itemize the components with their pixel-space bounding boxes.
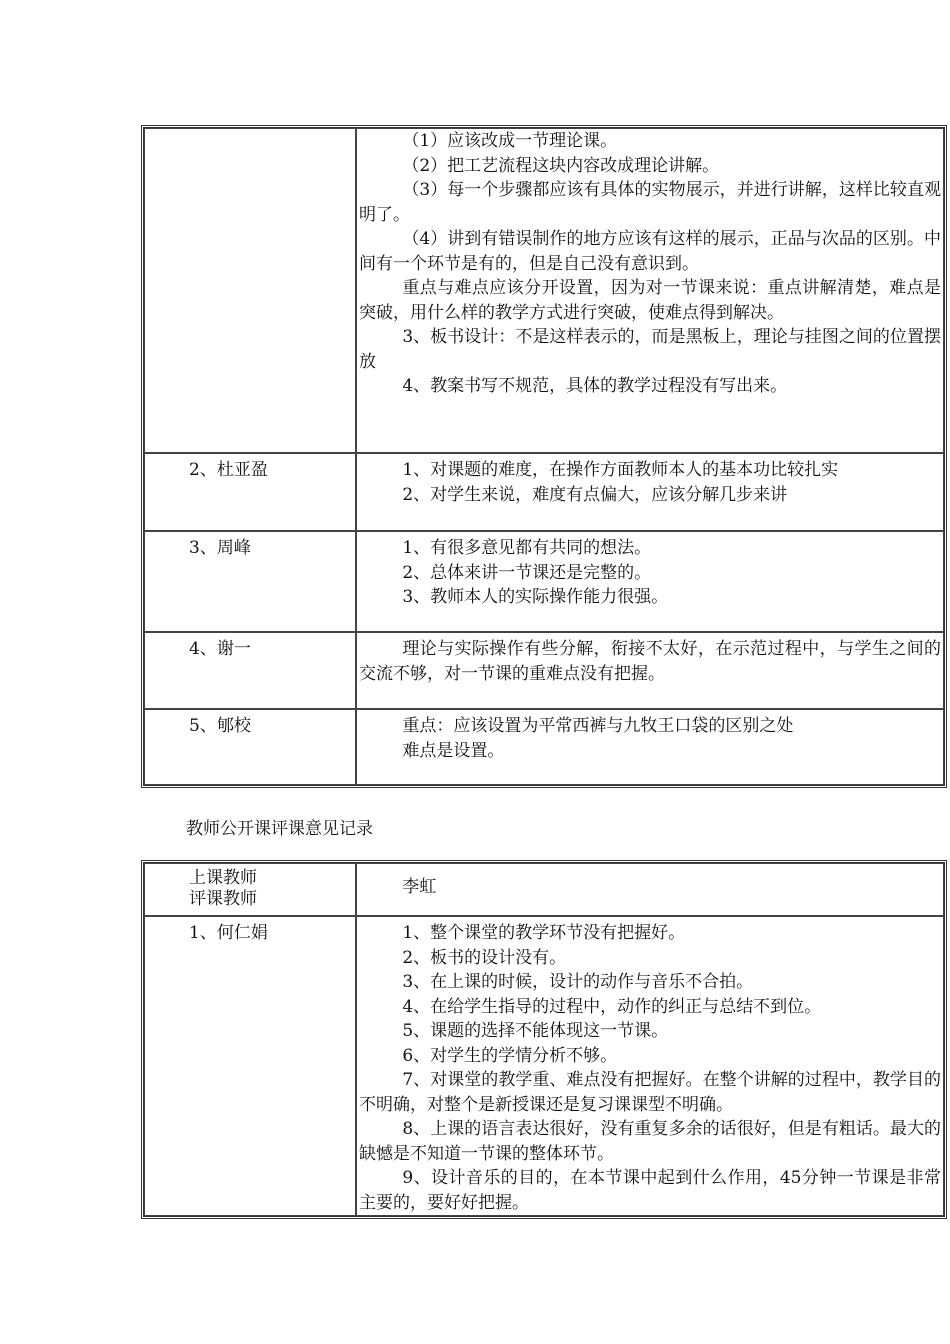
comment-line: 3、板书设计：不是这样表示的，而是黑板上，理论与挂图之间的位置摆放 bbox=[359, 327, 941, 372]
header-labels bbox=[144, 863, 356, 916]
reviewer-name: 2、杜亚盈 bbox=[144, 453, 356, 531]
review-table-1 bbox=[141, 125, 947, 788]
review-comments bbox=[356, 453, 944, 531]
table-row bbox=[144, 453, 944, 531]
comment-line: 4、在给学生指导的过程中，动作的纠正与总结不到位。 bbox=[402, 996, 822, 1017]
table-row bbox=[144, 916, 944, 1216]
lecturer-cell bbox=[356, 863, 944, 916]
reviewer-name: 3、周峰 bbox=[144, 531, 356, 632]
table-row bbox=[144, 128, 944, 453]
comment-line: 理论与实际操作有些分解，衔接不太好，在示范过程中，与学生之间的交流不够，对一节课的重难点没有把握。 bbox=[359, 639, 941, 684]
section-caption: 教师公开课评课意见记录 bbox=[186, 819, 373, 839]
comment-line: 3、在上课的时候，设计的动作与音乐不合拍。 bbox=[402, 972, 754, 992]
lecturer-name: 李虹 bbox=[402, 877, 437, 897]
comment-line: 1、整个课堂的教学环节没有把握好。 bbox=[402, 923, 686, 943]
comment-line: 重点：应该设置为平常西裤与九牧王口袋的区别之处 bbox=[402, 716, 794, 736]
comment-line: 7、对课堂的教学重、难点没有把握好。在整个讲解的过程中，教学目的不明确，对整个是新授课还是复习课课型不明确。 bbox=[359, 1070, 941, 1115]
comment-line: 9、设计音乐的目的，在本节课中起到什么作用，45分钟一节课是非常主要的，要好好把握。 bbox=[359, 1168, 941, 1213]
review-comments bbox=[356, 632, 944, 709]
reviewer-name bbox=[144, 128, 356, 453]
comment-line: 2、板书的设计没有。 bbox=[402, 947, 567, 968]
table-row bbox=[144, 531, 944, 632]
comment-line: 1、对课题的难度，在操作方面教师本人的基本功比较扎实 bbox=[402, 460, 839, 480]
comment-line: 重点与难点应该分开设置，因为对一节课来说：重点讲解清楚，难点是突破，用什么样的教学方式进行突破，使难点得到解决。 bbox=[359, 278, 941, 323]
comment-line: 4、教案书写不规范，具体的教学过程没有写出来。 bbox=[402, 376, 788, 396]
review-comments bbox=[356, 709, 944, 785]
comment-line: 2、对学生来说，难度有点偏大，应该分解几步来讲 bbox=[402, 484, 788, 505]
comment-line: （2）把工艺流程这块内容改成理论讲解。 bbox=[402, 155, 720, 176]
table-header-row bbox=[144, 863, 944, 916]
reviewer-label: 评课教师 bbox=[189, 889, 257, 909]
comment-line: 3、教师本人的实际操作能力很强。 bbox=[402, 587, 669, 607]
comment-line: （4）讲到有错误制作的地方应该有这样的展示，正品与次品的区别。中间有一个环节是有的，但是自己没有意识到。 bbox=[359, 229, 941, 274]
comment-line: 2、总体来讲一节课还是完整的。 bbox=[402, 562, 652, 583]
lecturer-label: 上课教师 bbox=[189, 868, 257, 888]
review-comments bbox=[356, 916, 944, 1216]
table-row bbox=[144, 632, 944, 709]
comment-line: （1）应该改成一节理论课。 bbox=[402, 131, 618, 151]
comment-line: 难点是设置。 bbox=[402, 740, 505, 761]
comment-line: 1、有很多意见都有共同的想法。 bbox=[402, 538, 652, 558]
comment-line: 5、课题的选择不能体现这一节课。 bbox=[402, 1021, 669, 1041]
table-row bbox=[144, 709, 944, 785]
comment-line: 6、对学生的学情分析不够。 bbox=[402, 1045, 618, 1066]
reviewer-name: 5、郇校 bbox=[144, 709, 356, 785]
review-table-2 bbox=[141, 860, 947, 1219]
comment-line: （3）每一个步骤都应该有具体的实物展示，并进行讲解，这样比较直观明了。 bbox=[359, 180, 941, 225]
comment-line: 8、上课的语言表达很好，没有重复多余的话很好，但是有粗话。最大的缺憾是不知道一节课的整体环节。 bbox=[359, 1119, 941, 1164]
review-comments bbox=[356, 128, 944, 453]
review-comments bbox=[356, 531, 944, 632]
reviewer-name: 4、谢一 bbox=[144, 632, 356, 709]
reviewer-name: 1、何仁娟 bbox=[144, 916, 356, 1216]
